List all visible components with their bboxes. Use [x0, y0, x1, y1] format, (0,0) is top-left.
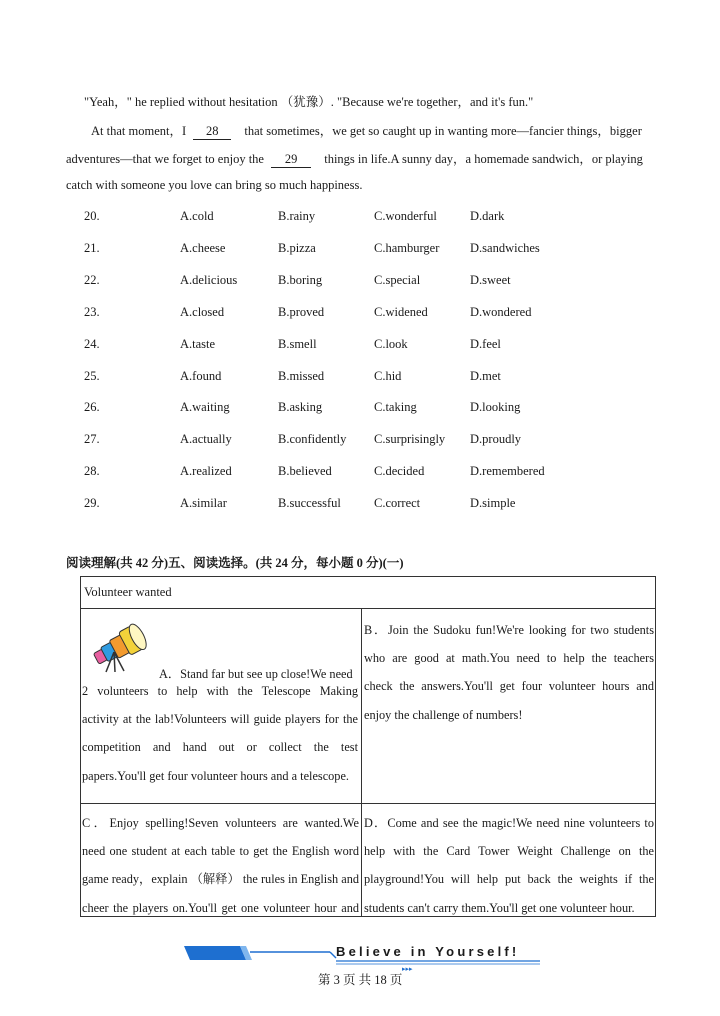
cell-c-line-4: cheer the players on.You'll get one volunteer hour and: [82, 900, 359, 915]
option-a: A.realized: [180, 464, 232, 479]
cell-b-line-4: enjoy the challenge of numbers!: [364, 707, 523, 722]
question-row: [0, 241, 720, 261]
option-a: A.delicious: [180, 272, 238, 287]
passage-line-4: catch with someone you love can bring so much happiness.: [66, 178, 363, 192]
question-number: 21.: [84, 240, 100, 255]
question-row: [0, 369, 720, 389]
question-number: 23.: [84, 304, 100, 319]
blank-29: 29: [271, 151, 311, 168]
page-number: 第 3 页 共 18 页: [318, 973, 403, 987]
option-d: D.dark: [470, 209, 505, 223]
passage-line-2: [91, 121, 642, 140]
option-b: B.pizza: [278, 240, 316, 255]
option-d: D.sweet: [470, 272, 511, 287]
option-c: C.widened: [374, 304, 428, 319]
cell-c: [82, 809, 359, 922]
cell-d-line-4: students can't carry them.You'll get one volunteer hour.: [364, 900, 635, 915]
cell-c-line-1: C．Enjoy spelling!Seven volunteers are wanted.We: [82, 816, 359, 830]
cell-a-line-3: activity at the lab!Volunteers will guide players for the: [82, 712, 358, 727]
option-d: D.sandwiches: [470, 240, 540, 255]
telescope-icon: [88, 618, 154, 674]
option-c: C.hid: [374, 368, 402, 383]
passage-line-3: [66, 149, 643, 168]
passage-line-2-post: that sometimes，we get so caught up in wanting more—fancier things，bigger: [244, 124, 642, 138]
question-number: 24.: [84, 336, 100, 351]
blank-28: 28: [193, 123, 231, 140]
passage-line-3-post: things in life.A sunny day，a homemade sandwich，or playing: [324, 152, 643, 166]
question-number: 25.: [84, 368, 100, 383]
cell-d-line-3: playground!You will help put back the weights if the: [364, 872, 654, 887]
option-b: B.smell: [278, 336, 317, 351]
option-c: C.wonderful: [374, 209, 437, 223]
option-c: C.hamburger: [374, 240, 440, 255]
option-b: B.confidently: [278, 432, 347, 447]
option-d: D.met: [470, 368, 501, 383]
question-number: 27.: [84, 432, 100, 447]
row-divider: [80, 803, 656, 804]
cell-d-line-1: D．Come and see the magic!We need nine volunteers to: [364, 816, 654, 830]
option-c: C.taking: [374, 400, 417, 415]
option-a: A.found: [180, 368, 222, 383]
question-number: 28.: [84, 464, 100, 479]
question-row: [0, 400, 720, 420]
cell-a: [82, 614, 359, 802]
question-row: [0, 496, 720, 516]
option-b: B.believed: [278, 464, 332, 479]
option-b: B.asking: [278, 400, 323, 415]
cell-a-line-1: A．Stand far but see up close!We need: [159, 667, 353, 681]
question-row: [0, 209, 720, 229]
option-b: B.successful: [278, 496, 341, 511]
option-b: B.missed: [278, 368, 325, 383]
option-c: C.special: [374, 272, 421, 287]
option-b: B.proved: [278, 304, 325, 319]
cell-a-line-5: papers.You'll get four volunteer hours and a telescope.: [82, 768, 349, 783]
cell-b-line-1: B．Join the Sudoku fun!We're looking for two students: [364, 623, 654, 637]
cell-a-line-2: 2 volunteers to help with the Telescope Making: [82, 684, 358, 698]
cell-b: [364, 616, 654, 729]
question-number: 29.: [84, 496, 100, 511]
option-a: A.cold: [180, 209, 214, 223]
question-row: [0, 305, 720, 325]
option-c: C.look: [374, 336, 408, 351]
cell-b-line-2: who are good at math.You need to help the teachers: [364, 651, 654, 666]
question-number: 20.: [84, 209, 100, 223]
cell-c-line-3: game ready，explain （解释） the rules in English and: [82, 872, 359, 887]
cell-a-line-4: competition and hand out or collect the test: [82, 740, 358, 755]
question-number: 22.: [84, 272, 100, 287]
passage-line-3-pre: adventures—that we forget to enjoy the: [66, 152, 264, 166]
column-divider: [361, 608, 362, 917]
table-title: Volunteer wanted: [84, 585, 172, 599]
title-divider: [80, 608, 656, 609]
passage-line-1: "Yeah，" he replied without hesitation （犹豫）. "Because we're together，and it's fun.": [84, 95, 534, 109]
question-row: [0, 273, 720, 293]
option-b: B.rainy: [278, 209, 316, 223]
question-number: 26.: [84, 400, 100, 415]
option-d: D.wondered: [470, 304, 532, 319]
option-a: A.cheese: [180, 240, 226, 255]
option-d: D.feel: [470, 336, 501, 351]
footer-slogan: Believe in Yourself!: [336, 944, 520, 959]
cell-d: [364, 809, 654, 922]
option-a: A.waiting: [180, 400, 230, 415]
option-a: A.closed: [180, 304, 225, 319]
option-a: A.actually: [180, 432, 232, 447]
question-row: [0, 464, 720, 484]
option-a: A.taste: [180, 336, 216, 351]
cell-c-line-2: need one student at each table to get the English word: [82, 844, 359, 859]
option-d: D.proudly: [470, 432, 522, 447]
question-row: [0, 432, 720, 452]
section-heading: 阅读理解(共 42 分)五、阅读选择。(共 24 分，每小题 0 分)(一): [66, 556, 404, 570]
footer-arrows: ▸▸▸: [402, 965, 413, 973]
cell-b-line-3: check the answers.You'll get four volunteer hours and: [364, 679, 654, 694]
option-d: D.looking: [470, 400, 521, 415]
option-d: D.simple: [470, 496, 516, 511]
option-d: D.remembered: [470, 464, 545, 479]
volunteer-table: [80, 576, 656, 917]
option-a: A.similar: [180, 496, 227, 511]
question-row: [0, 337, 720, 357]
option-c: C.decided: [374, 464, 425, 479]
option-b: B.boring: [278, 272, 323, 287]
passage-line-2-pre: At that moment，I: [91, 124, 187, 138]
option-c: C.correct: [374, 496, 421, 511]
option-c: C.surprisingly: [374, 432, 446, 447]
cell-d-line-2: help with the Card Tower Weight Challenge on the: [364, 844, 654, 859]
